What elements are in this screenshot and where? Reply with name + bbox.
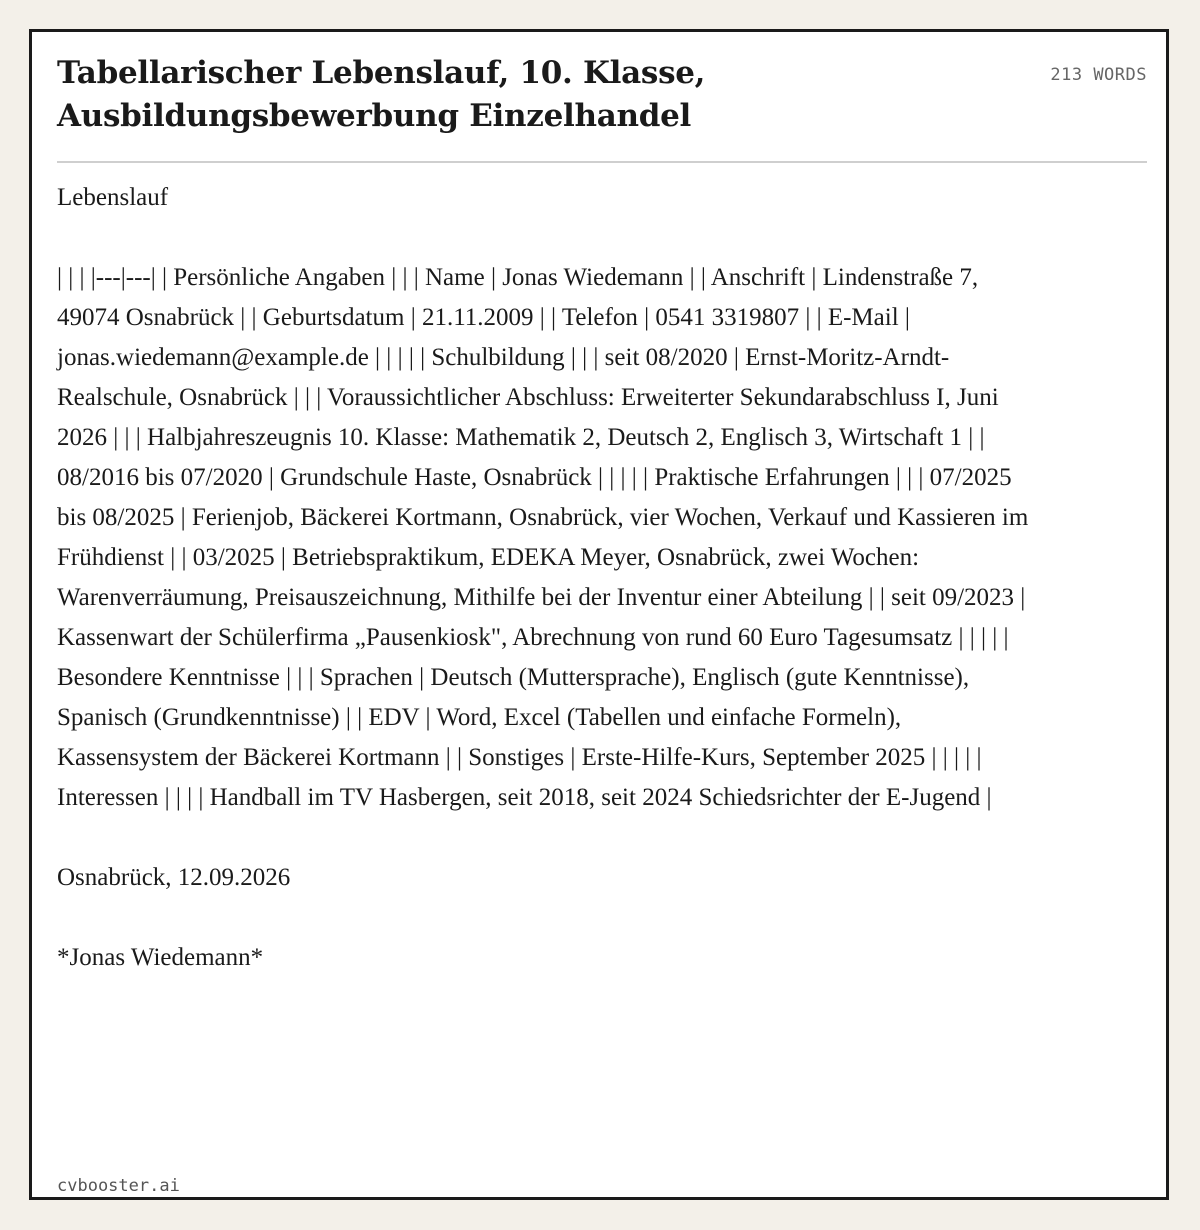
place-date: Osnabrück, 12.09.2026: [57, 864, 291, 891]
cv-heading: Lebenslauf: [57, 184, 169, 211]
word-count-badge: 213 WORDS: [1050, 65, 1147, 85]
document-header: [57, 52, 1147, 138]
signature: *Jonas Wiedemann*: [57, 944, 264, 971]
document-title: Tabellarischer Lebenslauf, 10. Klasse, Ausbildungsbewerbung Einzelhandel: [57, 55, 706, 134]
document-card: [29, 29, 1169, 1200]
header-divider: [57, 161, 1147, 163]
brand-footer: cvbooster.ai: [57, 1176, 180, 1196]
document-body: [57, 178, 1037, 1018]
cv-table-text: | | | |---|---| | Persönliche Angaben | | | Name | Jonas Wiedemann | | Anschrift | Lindenstraße 7, 49074 Osnabrück | | Geburtsdatum | 21.11.2009 | | Telefon | 0541 3319807 | | E-Mail | jonas.wiedemann@example.de | | | | | Schulbildung | | | seit 08/2020 | Ernst-Moritz-Arndt-Realschule, Osnabrück | | | Voraussichtlicher Abschluss: Erweiterter Sekundarabschluss I, Juni 2026 | | | Halbjahreszeugnis 10. Klasse: Mathematik 2, Deutsch 2, Englisch 3, Wirtschaft 1 | | 08/2016 bis 07/2020 | Grundschule Haste, Osnabrück | | | | | Praktische Erfahrungen | | | 07/2025 bis 08/2025 | Ferienjob, Bäckerei Kortmann, Osnabrück, vier Wochen, Verkauf und Kassieren im Frühdienst | | 03/2025 | Betriebspraktikum, EDEKA Meyer, Osnabrück, zwei Wochen: Warenverräumung, Preisauszeichnung, Mithilfe bei der Inventur einer Abteilung | | seit 09/2023 | Kassenwart der Schülerfirma „Pausenkiosk", Abrechnung von rund 60 Euro Tagesumsatz | | | | | Besondere Kenntnisse | | | Sprachen | Deutsch (Muttersprache), Englisch (gute Kenntnisse), Spanisch (Grundkenntnisse) | | EDV | Word, Excel (Tabellen und einfache Formeln), Kassensystem der Bäckerei Kortmann | | Sonstiges | Erste-Hilfe-Kurs, September 2025 | | | | | Interessen | | | | Handball im TV Hasbergen, seit 2018, seit 2024 Schiedsrichter der E-Jugend |: [57, 264, 1029, 811]
